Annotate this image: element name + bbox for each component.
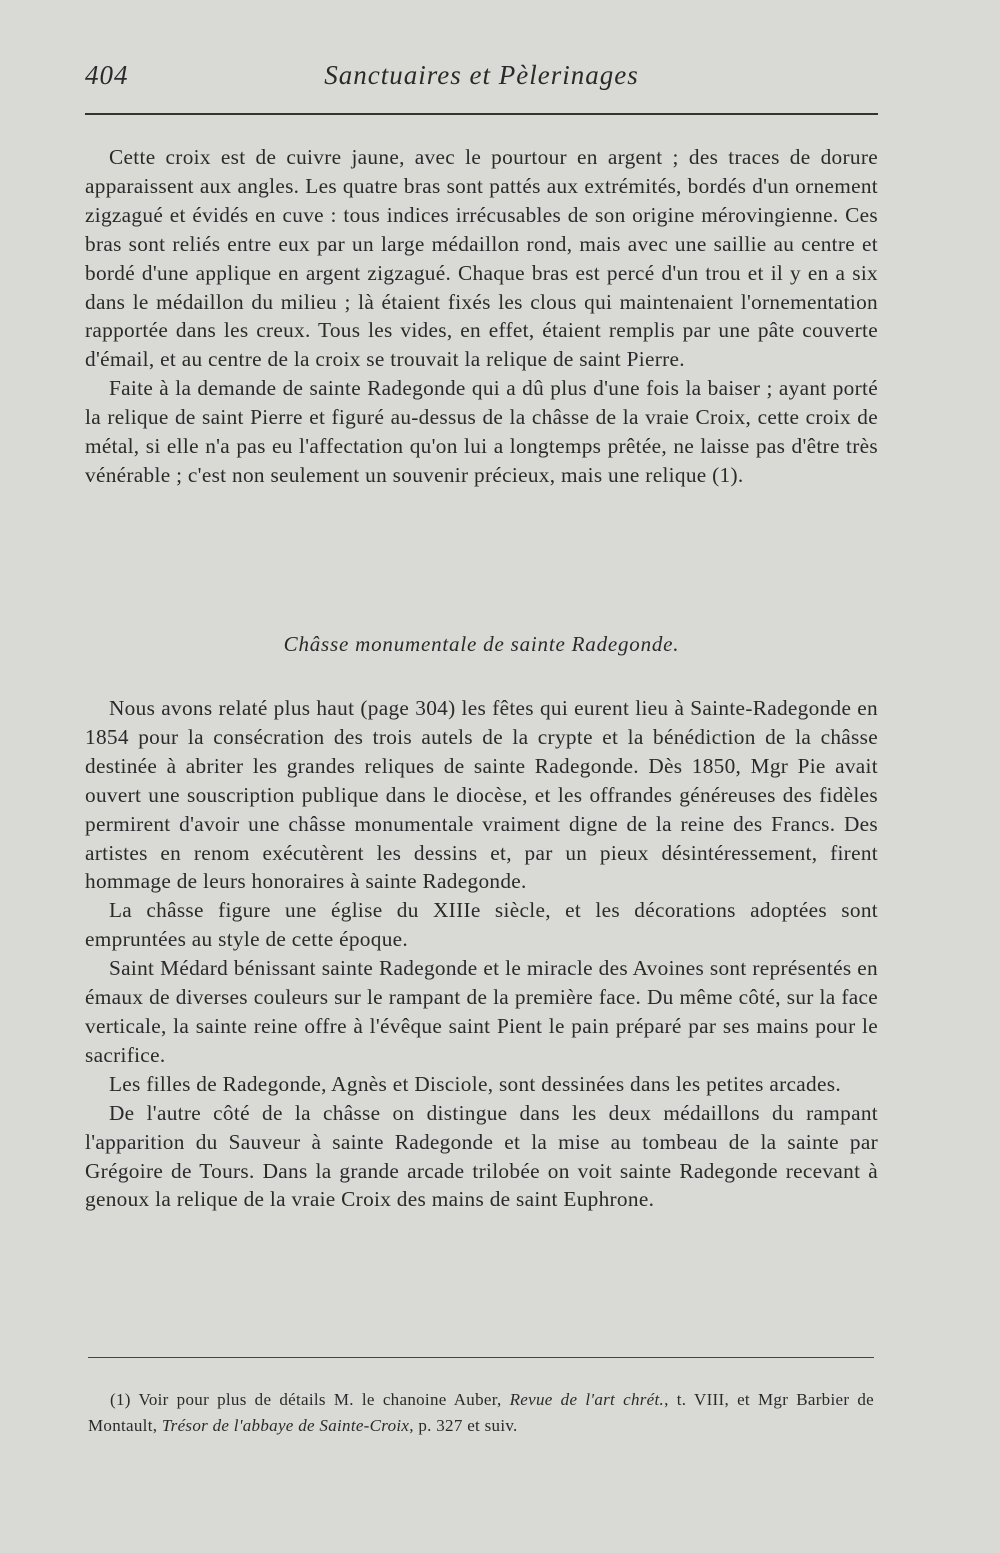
paragraph: Cette croix est de cuivre jaune, avec le pourtour en argent ; des traces de dorure apparaissent aux angles. Les quatre bras sont pattés aux extrémités, bordés d'un ornement zigzagué et évidés en cuve : tous indices irrécusables de son origine mérovingienne. Ces bras sont reliés entre eux par un large médaillon rond, mais avec une saillie au centre et bordé d'une applique en argent zigzagué. Chaque bras est percé d'un trou et il y en a six dans le médaillon du milieu ; là étaient fixés les clous qui maintenaient l'ornementation rapportée dans les creux. Tous les vides, en effet, étaient remplis par une pâte couverte d'émail, et au centre de la croix se trouvait la relique de saint Pierre.: [85, 145, 878, 372]
paragraph: Les filles de Radegonde, Agnès et Disciole, sont dessinées dans les petites arcades.: [109, 1071, 841, 1096]
footnote-text: p. 327 et suiv.: [413, 1416, 518, 1435]
footnote-citation: Trésor de l'abbaye de Sainte-Croix,: [161, 1416, 414, 1435]
footnote-text: (1) Voir pour plus de détails M. le chanoine Auber,: [110, 1390, 510, 1409]
footnote-rule: [88, 1357, 874, 1358]
paragraph: Faite à la demande de sainte Radegonde qui a dû plus d'une fois la baiser ; ayant porté la relique de saint Pierre et figuré au-dessus de la châsse de la vraie Croix, cette croix de métal, si elle n'a pas eu l'affectation qu'on lui a longtemps prêtée, ne laisse pas d'être très vénérable ; c'est non seulement un souvenir précieux, mais une relique (1).: [85, 376, 878, 487]
section-title: Châsse monumentale de sainte Radegonde.: [283, 632, 680, 656]
footnote-text: , t. VIII, et Mgr Barbier de Montault,: [88, 1390, 874, 1435]
footnote-citation: Revue de l'art chrét.: [509, 1390, 665, 1409]
paragraph: Nous avons relaté plus haut (page 304) les fêtes qui eurent lieu à Sainte-Radegonde en 1854 pour la consécration des trois autels de la crypte et la bénédiction de la châsse destinée à abriter les grandes reliques de sainte Radegonde. Dès 1850, Mgr Pie avait ouvert une souscription publique dans le diocèse, et les offrandes généreuses des fidèles permirent d'avoir une châsse monumentale vraiment digne de la reine des Francs. Des artistes en renom exécutèrent les dessins et, par un pieux désintéressement, firent hommage de leurs honoraires à sainte Radegonde.: [85, 696, 878, 894]
page-header: [85, 60, 878, 100]
running-title: Sanctuaires et Pèlerinages: [324, 60, 639, 90]
body-text-bottom: [85, 694, 878, 1214]
footnote: [88, 1387, 874, 1439]
header-rule: [85, 113, 878, 115]
body-text-top: [85, 143, 878, 490]
page-number: 404: [85, 60, 129, 90]
paragraph: La châsse figure une église du XIIIe siècle, et les décorations adoptées sont empruntées au style de cette époque.: [85, 898, 878, 952]
paragraph: De l'autre côté de la châsse on distingue dans les deux médaillons du rampant l'apparition du Sauveur à sainte Radegonde et la mise au tombeau de la sainte par Grégoire de Tours. Dans la grande arcade trilobée on voit sainte Radegonde recevant à genoux la relique de la vraie Croix des mains de saint Euphrone.: [85, 1100, 878, 1212]
paragraph: Saint Médard bénissant sainte Radegonde et le miracle des Avoines sont représentés en émaux de diverses couleurs sur le rampant de la première face. Du même côté, sur la face verticale, la sainte reine offre à l'évêque saint Pient le pain préparé par ses mains pour le sacrifice.: [85, 956, 878, 1067]
